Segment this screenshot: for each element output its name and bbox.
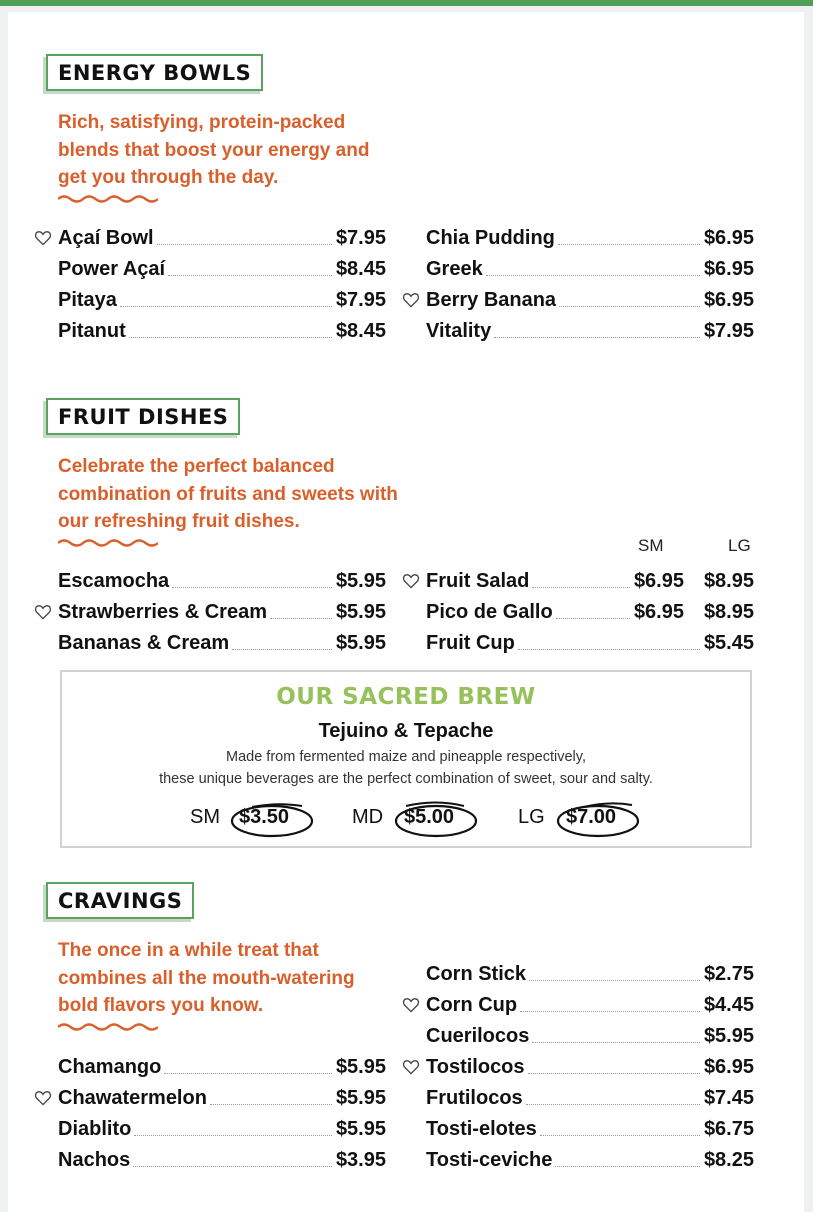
brew-size-md: MD — [352, 806, 384, 828]
menu-item-tosti-elotes — [426, 1116, 754, 1142]
menu-item-corn-stick — [426, 961, 754, 987]
dot-leader — [540, 1135, 700, 1136]
brew-description-line: these unique beverages are the perfect combination of sweet, sour and salty. — [159, 771, 653, 787]
section-description-cravings: The once in a while treat that combines all the mouth-watering bold flavors you know. — [58, 940, 355, 1016]
dot-leader — [559, 306, 700, 307]
item-price-lg: $8.95 — [703, 600, 754, 623]
dot-leader — [520, 1011, 700, 1012]
item-name: Corn Stick — [426, 962, 527, 985]
menu-item-vitality — [426, 318, 754, 344]
squiggle-divider — [58, 1022, 158, 1032]
section-description-energy-bowls: Rich, satisfying, protein-packed blends that boost your energy and get you through the day. — [58, 112, 370, 188]
dot-leader — [129, 337, 332, 338]
item-name: Tosti-ceviche — [426, 1148, 553, 1171]
item-price: $7.95 — [703, 319, 754, 342]
item-price-sm: $6.95 — [633, 600, 684, 623]
item-name: Bananas & Cream — [58, 631, 230, 654]
menu-item-nachos — [58, 1147, 386, 1173]
menu-item-tosti-ceviche — [426, 1147, 754, 1173]
item-price: $6.95 — [703, 288, 754, 311]
item-name: Diablito — [58, 1117, 132, 1140]
item-name: Fruit Cup — [426, 631, 515, 654]
item-price: $5.95 — [335, 569, 386, 592]
heart-icon — [34, 604, 52, 620]
brew-subtitle: Tejuino & Tepache — [318, 720, 494, 742]
menu-item-bananas-cream — [58, 630, 386, 656]
item-price: $6.95 — [703, 1055, 754, 1078]
item-price: $5.95 — [703, 1024, 754, 1047]
item-price: $5.95 — [335, 631, 386, 654]
menu-item-diablito — [58, 1116, 386, 1142]
menu-item-fruit-cup — [426, 630, 754, 656]
dot-leader — [528, 1073, 700, 1074]
dot-leader — [555, 1166, 700, 1167]
dot-leader — [133, 1166, 332, 1167]
menu-item-chia-pudding — [426, 225, 754, 251]
item-name: Greek — [426, 257, 483, 280]
brew-size-sm: SM — [190, 806, 220, 828]
item-name: Pico de Gallo — [426, 600, 553, 623]
dot-leader — [164, 1073, 332, 1074]
item-price: $7.95 — [335, 288, 386, 311]
item-price: $5.95 — [335, 1117, 386, 1140]
item-name: Escamocha — [58, 569, 170, 592]
dot-leader — [270, 618, 332, 619]
menu-item-power-acai — [58, 256, 386, 282]
item-name: Vitality — [426, 319, 492, 342]
brew-price-md: $5.00 — [404, 806, 455, 828]
section-title-fruit-dishes: FRUIT DISHES — [46, 398, 240, 435]
item-price: $6.95 — [703, 257, 754, 280]
heart-icon — [402, 997, 420, 1013]
menu-item-cuerilocos — [426, 1023, 754, 1049]
item-name: Power Açaí — [58, 257, 166, 280]
brew-description — [62, 746, 750, 790]
menu-item-pico-de-gallo — [426, 599, 754, 625]
item-price: $6.75 — [703, 1117, 754, 1140]
item-name: Pitaya — [58, 288, 117, 311]
menu-item-pitanut — [58, 318, 386, 344]
item-price: $8.45 — [335, 257, 386, 280]
item-name: Chawatermelon — [58, 1086, 207, 1109]
item-price: $7.45 — [703, 1086, 754, 1109]
heart-icon — [34, 1090, 52, 1106]
dot-leader — [134, 1135, 332, 1136]
dot-leader — [120, 306, 332, 307]
dot-leader — [232, 649, 332, 650]
menu-item-greek — [426, 256, 754, 282]
brew-title: OUR SACRED BREW — [276, 684, 536, 710]
heart-icon — [34, 230, 52, 246]
dot-leader — [210, 1104, 332, 1105]
dot-leader — [558, 244, 700, 245]
item-price: $7.95 — [335, 226, 386, 249]
item-price: $5.95 — [335, 1086, 386, 1109]
heart-icon — [402, 573, 420, 589]
heart-icon — [402, 1059, 420, 1075]
squiggle-divider — [58, 194, 158, 204]
brew-price-lg: $7.00 — [566, 806, 617, 828]
dot-leader — [556, 618, 630, 619]
squiggle-divider — [58, 538, 158, 548]
item-name: Pitanut — [58, 319, 126, 342]
size-header-sm: SM — [638, 536, 664, 555]
dot-leader — [486, 275, 700, 276]
dot-leader — [172, 587, 332, 588]
item-name: Chamango — [58, 1055, 162, 1078]
item-name: Frutilocos — [426, 1086, 523, 1109]
dot-leader — [157, 244, 332, 245]
dot-leader — [532, 1042, 700, 1043]
item-name: Corn Cup — [426, 993, 518, 1016]
menu-item-pitaya — [58, 287, 386, 313]
item-price-sm: $6.95 — [633, 569, 684, 592]
item-name: Chia Pudding — [426, 226, 555, 249]
size-header-lg: LG — [728, 536, 751, 555]
brew-description-line: Made from fermented maize and pineapple respectively, — [225, 749, 586, 765]
heart-icon — [402, 292, 420, 308]
dot-leader — [518, 649, 700, 650]
item-name: Açaí Bowl — [58, 226, 154, 249]
item-price: $2.75 — [703, 962, 754, 985]
item-name: Nachos — [58, 1148, 131, 1171]
item-name: Tosti-elotes — [426, 1117, 537, 1140]
item-name: Tostilocos — [426, 1055, 525, 1078]
section-title-cravings: CRAVINGS — [46, 882, 194, 919]
top-accent-bar — [0, 0, 813, 6]
item-name: Fruit Salad — [426, 569, 530, 592]
section-description-fruit-dishes: Celebrate the perfect balanced combination of fruits and sweets with our refreshing fruit dishes. — [58, 456, 398, 532]
dot-leader — [168, 275, 332, 276]
item-price: $8.45 — [335, 319, 386, 342]
item-name: Cuerilocos — [426, 1024, 530, 1047]
item-price: $8.25 — [703, 1148, 754, 1171]
item-price: $3.95 — [335, 1148, 386, 1171]
sacred-brew-box — [60, 670, 752, 848]
item-price: $6.95 — [703, 226, 754, 249]
brew-size-lg: LG — [518, 806, 545, 828]
menu-item-frutilocos — [426, 1085, 754, 1111]
menu-item-escamocha — [58, 568, 386, 594]
item-price: $5.45 — [703, 631, 754, 654]
menu-page — [8, 12, 804, 1212]
dot-leader — [532, 587, 630, 588]
item-name: Strawberries & Cream — [58, 600, 267, 623]
item-price: $5.95 — [335, 1055, 386, 1078]
brew-price-sm: $3.50 — [239, 806, 290, 828]
dot-leader — [526, 1104, 700, 1105]
item-name: Berry Banana — [426, 288, 557, 311]
dot-leader — [494, 337, 700, 338]
menu-item-chamango — [58, 1054, 386, 1080]
section-title-energy-bowls: ENERGY BOWLS — [46, 54, 263, 91]
item-price: $5.95 — [335, 600, 386, 623]
item-price: $4.45 — [703, 993, 754, 1016]
item-price-lg: $8.95 — [703, 569, 754, 592]
dot-leader — [529, 980, 700, 981]
